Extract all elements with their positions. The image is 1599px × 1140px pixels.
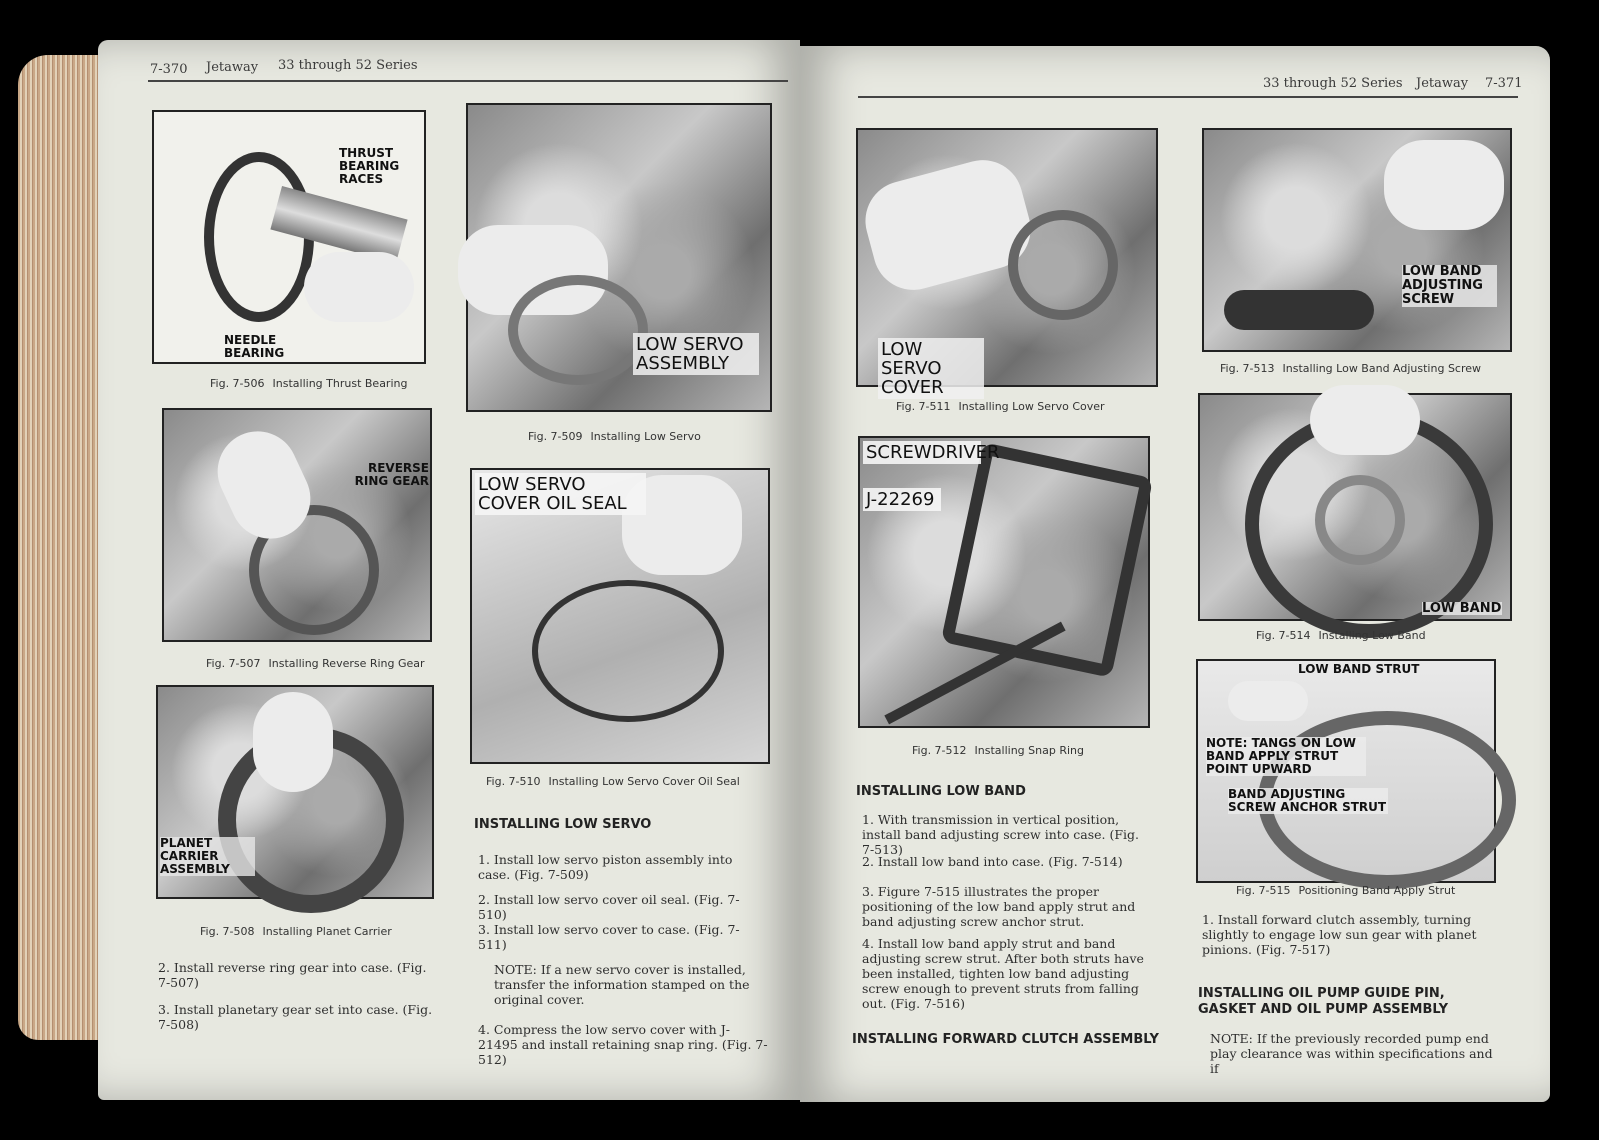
label-low-band: LOW BAND [1422,601,1502,616]
fig-number: Fig. 7-507 [206,657,261,670]
caption-fig-515 [1236,884,1463,897]
figure-low-servo-cover-oil-seal [470,468,770,764]
label-j-22269: J-22269 [863,488,941,511]
figure-planet-carrier [156,685,434,899]
step-4: 4. Install low band apply strut and band adjusting screw strut. After both struts have been installed, tighten low band adjusting screw enough to prevent struts from falling out. (Fig. 7-516) [862,936,1144,1011]
caption-fig-514 [1256,629,1434,642]
fig-number: Fig. 7-511 [896,400,951,413]
hub-drawing [1315,475,1405,565]
label-planet-carrier-assembly: PLANET CARRIER ASSEMBLY [160,837,255,876]
manual-title: Jetaway [206,60,259,75]
header-rule [148,80,788,82]
figure-low-servo [466,103,772,412]
caption-fig-510 [486,775,748,788]
fig-number: Fig. 7-508 [200,925,255,938]
left-page [98,40,800,1100]
label-reverse-ring-gear: REVERSE RING GEAR [354,461,429,488]
cylinder-drawing [1224,290,1374,330]
step-4: 4. Compress the low servo cover with J-21495 and install retaining snap ring. (Fig. 7-512) [478,1022,768,1067]
figure-band-apply-strut [1196,659,1496,883]
servo-drawing [508,275,648,385]
right-page [800,46,1550,1102]
series-label: 33 through 52 Series [1263,76,1403,91]
fig-caption: Installing Low Servo Cover [958,400,1105,413]
fig-caption: Installing Planet Carrier [262,925,392,938]
step-2: 2. Install low band into case. (Fig. 7-514) [862,854,1123,869]
fig-caption: Positioning Band Apply Strut [1298,884,1456,897]
fig-caption: Installing Low Band [1318,629,1426,642]
fig-number: Fig. 7-515 [1236,884,1291,897]
heading-installing-oil-pump: INSTALLING OIL PUMP GUIDE PIN, GASKET AND OIL PUMP ASSEMBLY [1198,986,1449,1017]
fig-number: Fig. 7-512 [912,744,967,757]
label-screwdriver: SCREWDRIVER [863,441,981,464]
label-anchor-strut: BAND ADJUSTING SCREW ANCHOR STRUT [1228,787,1387,814]
label-needle-bearing: NEEDLE BEARING [224,333,285,360]
hand-drawing [1228,681,1308,721]
fig-number: Fig. 7-509 [528,430,583,443]
label-note-tangs: NOTE: TANGS ON LOW BAND APPLY STRUT POINT UPWARD [1206,737,1366,776]
fig-caption: Installing Reverse Ring Gear [268,657,425,670]
tool-drawing [941,442,1154,678]
caption-fig-513 [1220,362,1489,375]
label-low-servo-assembly: LOW SERVO ASSEMBLY [633,333,759,375]
note-oil-pump: NOTE: If the previously recorded pump end play clearance was within specifications and if [1210,1031,1493,1076]
label-low-band-adjusting-screw: LOW BAND ADJUSTING SCREW [1402,265,1497,307]
step-planetary-gear: 3. Install planetary gear set into case. (Fig. 7-508) [158,1002,433,1032]
hand-drawing [1384,140,1504,230]
header-rule [858,96,1518,98]
heading-installing-low-band: INSTALLING LOW BAND [856,784,1026,799]
step-1: 1. Install low servo piston assembly into case. (Fig. 7-509) [478,852,733,882]
caption-fig-512 [912,744,1092,757]
hand-drawing [253,692,333,792]
hand-drawing [304,252,414,322]
figure-low-servo-cover [856,128,1158,398]
step-2: 2. Install low servo cover oil seal. (Fig. 7-510) [478,892,740,922]
step-3: 3. Figure 7-515 illustrates the proper positioning of the low band apply strut and band adjusting screw anchor strut. [862,884,1136,929]
caption-fig-507 [206,657,433,670]
label-low-servo-cover: LOW SERVO COVER [878,338,984,399]
fig-caption: Installing Snap Ring [974,744,1084,757]
figure-low-band [1198,393,1512,621]
fig-caption: Installing Low Band Adjusting Screw [1282,362,1482,375]
label-thrust-bearing-races: THRUST BEARING RACES [339,146,400,186]
heading-installing-low-servo: INSTALLING LOW SERVO [474,817,652,832]
step-3: 3. Install low servo cover to case. (Fig. 7-511) [478,922,740,952]
page-number: 7-371 [1485,76,1523,91]
step-forward-clutch: 1. Install forward clutch assembly, turning slightly to engage low sun gear with planet pinions. (Fig. 7-517) [1202,912,1477,957]
caption-fig-508 [200,925,400,938]
note-servo-cover: NOTE: If a new servo cover is installed, transfer the information stamped on the original cover. [494,962,750,1007]
caption-fig-511 [896,400,1113,413]
step-1: 1. With transmission in vertical position, install band adjusting screw into case. (Fig. 7-513) [862,812,1139,857]
fig-number: Fig. 7-514 [1256,629,1311,642]
fig-number: Fig. 7-506 [210,377,265,390]
oil-seal-drawing [532,580,724,722]
caption-fig-509 [528,430,709,443]
manual-title: Jetaway [1416,76,1469,91]
page-number: 7-370 [150,62,188,77]
series-label: 33 through 52 Series [278,58,418,73]
label-low-band-strut: LOW BAND STRUT [1298,662,1420,676]
fig-caption: Installing Low Servo Cover Oil Seal [548,775,740,788]
hand-drawing [1310,385,1420,455]
fig-number: Fig. 7-510 [486,775,541,788]
caption-fig-506 [210,377,415,390]
figure-low-band-adjusting-screw [1202,128,1512,352]
fig-caption: Installing Thrust Bearing [272,377,408,390]
figure-thrust-bearing [152,110,426,364]
fig-number: Fig. 7-513 [1220,362,1275,375]
figure-reverse-ring-gear [162,408,432,642]
heading-installing-forward-clutch: INSTALLING FORWARD CLUTCH ASSEMBLY [852,1032,1159,1047]
step-reverse-ring-gear: 2. Install reverse ring gear into case. (Fig. 7-507) [158,960,427,990]
fig-caption: Installing Low Servo [590,430,701,443]
label-low-servo-cover-oil-seal: LOW SERVO COVER OIL SEAL [475,473,646,515]
servo-cover-drawing [1008,210,1118,320]
figure-snap-ring [858,436,1150,728]
gear-drawing [204,152,314,322]
